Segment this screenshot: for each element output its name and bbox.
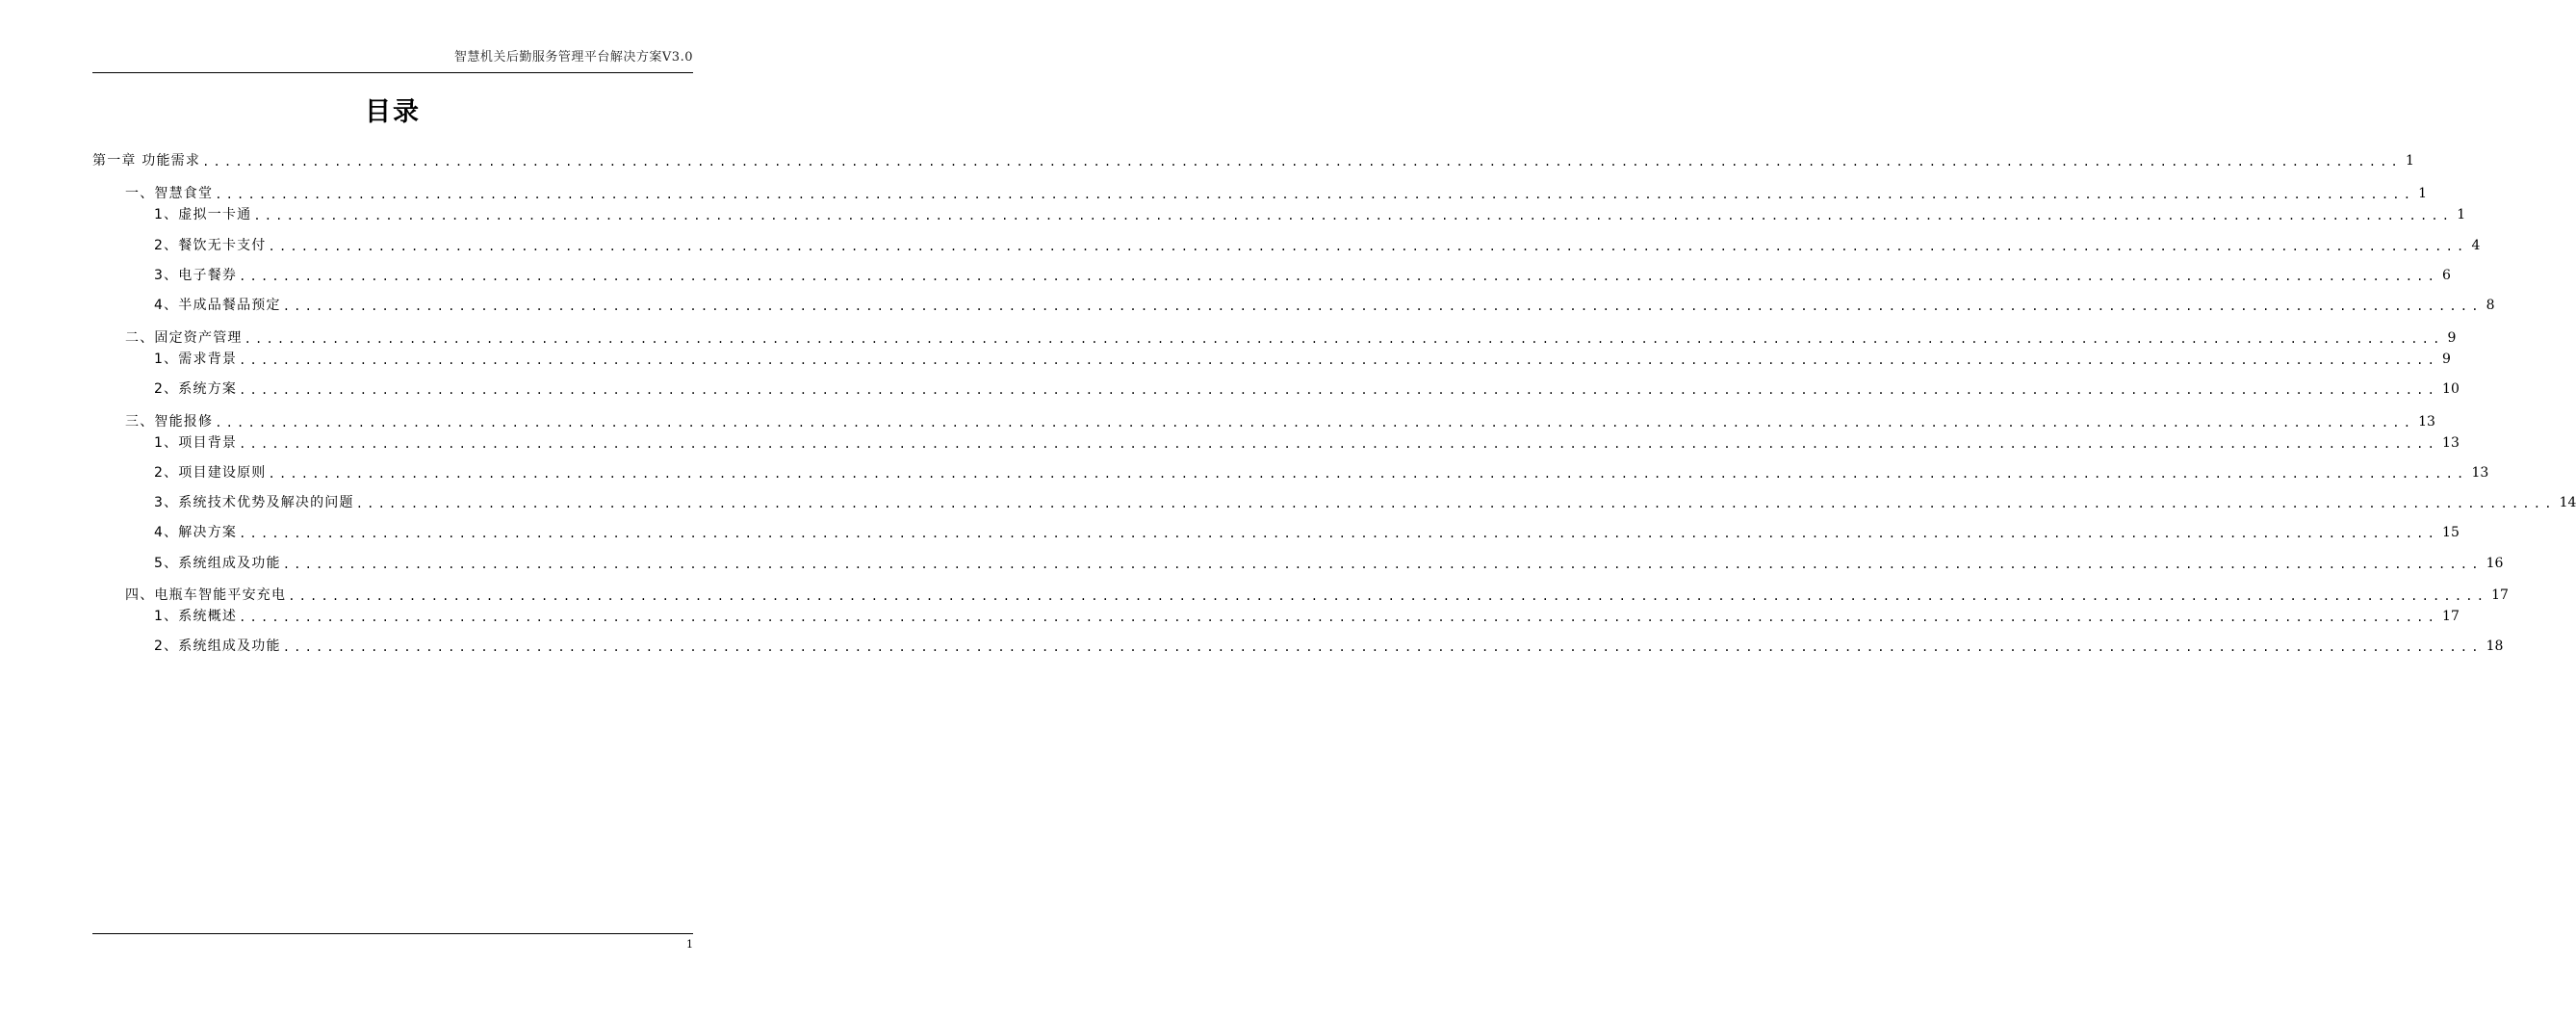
toc-dot-leader: ........................................................................................................................................................................................................ (282, 558, 2483, 571)
toc-entry-page-number: 16 (2486, 556, 2504, 571)
toc-entry-label: 4、半成品餐品预定 (154, 298, 281, 313)
toc-entry-page-number: 1 (2405, 153, 2414, 169)
toc-dot-leader: ........................................................................................................................................................................................................ (244, 332, 2444, 346)
toc-entry-label: 1、项目背景 (154, 435, 238, 451)
toc-entry-label: 1、系统概述 (154, 609, 238, 624)
toc-entry-page-number: 10 (2442, 381, 2460, 397)
toc-dot-leader: ........................................................................................................................................................................................................ (288, 589, 2488, 603)
toc-entry-label: 2、系统方案 (154, 381, 238, 397)
toc-entry[interactable] (125, 183, 2428, 204)
toc-entry-page-number: 13 (2471, 465, 2489, 481)
toc-dot-leader: ........................................................................................................................................................................................................ (239, 527, 2439, 540)
toc-entry-label: 第一章 功能需求 (92, 153, 201, 169)
toc-entry[interactable] (154, 432, 2460, 454)
toc-entry[interactable] (154, 606, 2460, 627)
toc-dot-leader: ........................................................................................................................................................................................................ (268, 240, 2468, 253)
toc-entry-page-number: 1 (2457, 207, 2466, 222)
toc-dot-leader: ........................................................................................................................................................................................................ (239, 270, 2439, 283)
toc-dot-leader: ........................................................................................................................................................................................................ (282, 300, 2483, 313)
toc-entry-page-number: 1 (2418, 186, 2428, 201)
toc-entry-label: 1、需求背景 (154, 352, 238, 367)
toc-entry-page-number: 18 (2486, 639, 2504, 654)
toc-entry[interactable] (154, 235, 2481, 256)
toc-entry[interactable] (154, 295, 2495, 316)
toc-entry-label: 四、电瓶车智能平安充电 (125, 587, 287, 603)
toc-entry-label: 2、餐饮无卡支付 (154, 238, 267, 253)
toc-entry-page-number: 17 (2491, 587, 2509, 603)
toc-entry[interactable] (154, 378, 2460, 400)
toc-entry[interactable] (154, 553, 2504, 574)
toc-dot-leader: ........................................................................................................................................................................................................ (239, 611, 2439, 624)
toc-entry-label: 二、固定资产管理 (125, 330, 243, 346)
toc-entry[interactable] (125, 327, 2457, 349)
toc-entry-page-number: 9 (2442, 352, 2451, 367)
toc-entry[interactable] (154, 522, 2460, 543)
toc-entry[interactable] (154, 492, 2576, 513)
toc-entry[interactable] (154, 462, 2489, 483)
toc-entry[interactable] (154, 349, 2451, 370)
toc-entry-label: 三、智能报修 (125, 414, 214, 430)
toc-entry-label: 3、电子餐券 (154, 268, 238, 283)
page-title: 目录 (365, 97, 421, 127)
toc-dot-leader: ........................................................................................................................................................................................................ (215, 416, 2415, 430)
toc-entry-page-number: 17 (2442, 609, 2460, 624)
toc-entry-label: 4、解决方案 (154, 525, 238, 540)
footer-divider (92, 933, 693, 934)
toc-entry[interactable] (154, 265, 2451, 286)
toc-entry[interactable] (92, 150, 2414, 171)
toc-dot-leader: ........................................................................................................................................................................................................ (239, 437, 2439, 451)
toc-entry-page-number: 14 (2559, 495, 2576, 510)
toc-entry-page-number: 9 (2447, 330, 2457, 346)
toc-dot-leader: ........................................................................................................................................................................................................ (355, 497, 2556, 510)
toc-entry-page-number: 15 (2442, 525, 2460, 540)
toc-dot-leader: ........................................................................................................................................................................................................ (239, 383, 2439, 397)
toc-dot-leader: ........................................................................................................................................................................................................ (253, 209, 2454, 222)
toc-entry-page-number: 13 (2418, 414, 2435, 430)
toc-entry-label: 2、系统组成及功能 (154, 639, 281, 654)
toc-dot-leader: ........................................................................................................................................................................................................ (282, 640, 2483, 654)
toc-dot-leader: ........................................................................................................................................................................................................ (239, 353, 2439, 367)
toc-entry[interactable] (154, 204, 2466, 225)
header-divider (92, 72, 693, 73)
toc-dot-leader: ........................................................................................................................................................................................................ (215, 188, 2415, 201)
toc-entry[interactable] (125, 585, 2509, 606)
toc-entry-page-number: 13 (2442, 435, 2460, 451)
running-header: 智慧机关后勤服务管理平台解决方案V3.0 (453, 50, 693, 65)
toc-entry[interactable] (125, 411, 2435, 432)
toc-entry-label: 3、系统技术优势及解决的问题 (154, 495, 354, 510)
toc-entry-label: 一、智慧食堂 (125, 186, 214, 201)
toc-entry-page-number: 6 (2442, 268, 2451, 283)
toc-dot-leader: ........................................................................................................................................................................................................ (202, 155, 2402, 169)
toc-entry[interactable] (154, 636, 2504, 657)
toc-entry-page-number: 4 (2471, 238, 2481, 253)
toc-entry-label: 2、项目建设原则 (154, 465, 267, 481)
footer-page-number: 1 (686, 938, 693, 951)
toc-entry-label: 1、虚拟一卡通 (154, 207, 252, 222)
toc-dot-leader: ........................................................................................................................................................................................................ (268, 467, 2468, 481)
toc-entry-label: 5、系统组成及功能 (154, 556, 281, 571)
toc-entry-page-number: 8 (2486, 298, 2495, 313)
